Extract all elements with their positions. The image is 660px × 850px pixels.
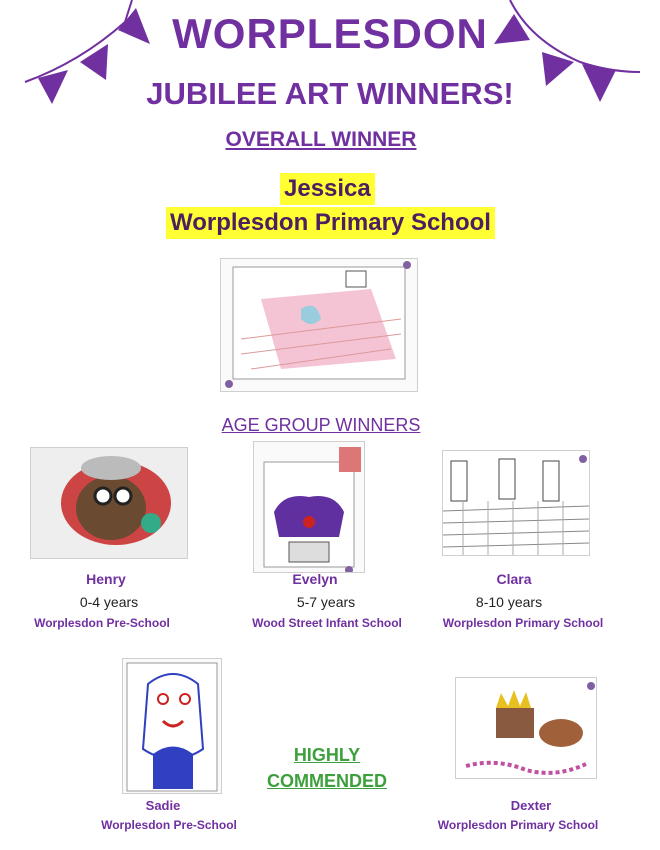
commended-name-sadie: Sadie [145, 798, 181, 813]
henry-artwork [30, 447, 188, 559]
winner-school-henry: Worplesdon Pre-School [34, 616, 170, 630]
page-title: WORPLESDON [172, 10, 488, 57]
highly-commended-heading-line1: HIGHLY [293, 745, 361, 765]
page-subtitle: JUBILEE ART WINNERS! [146, 76, 514, 111]
winner-age-clara: 8-10 years [475, 594, 543, 610]
winner-age-henry: 0-4 years [79, 594, 139, 610]
winner-name-clara: Clara [496, 571, 532, 587]
dexter-artwork [455, 677, 597, 779]
overall-winner-heading: OVERALL WINNER [225, 128, 417, 151]
overall-winner-school: Worplesdon Primary School [166, 207, 495, 239]
overall-winner-artwork [220, 258, 418, 392]
winner-name-evelyn: Evelyn [292, 571, 338, 587]
sadie-artwork [122, 658, 222, 794]
clara-artwork [442, 450, 590, 556]
winner-school-evelyn: Wood Street Infant School [252, 616, 402, 630]
highly-commended-heading-line2: COMMENDED [267, 771, 387, 791]
evelyn-artwork [253, 441, 365, 573]
commended-school-sadie: Worplesdon Pre-School [101, 818, 237, 832]
age-group-winners-heading: AGE GROUP WINNERS [221, 415, 421, 435]
overall-winner-name: Jessica [280, 173, 375, 205]
commended-school-dexter: Worplesdon Primary School [437, 818, 599, 832]
winner-age-evelyn: 5-7 years [296, 594, 356, 610]
winner-name-henry: Henry [86, 571, 126, 587]
commended-name-dexter: Dexter [510, 798, 552, 813]
winner-school-clara: Worplesdon Primary School [442, 616, 604, 630]
